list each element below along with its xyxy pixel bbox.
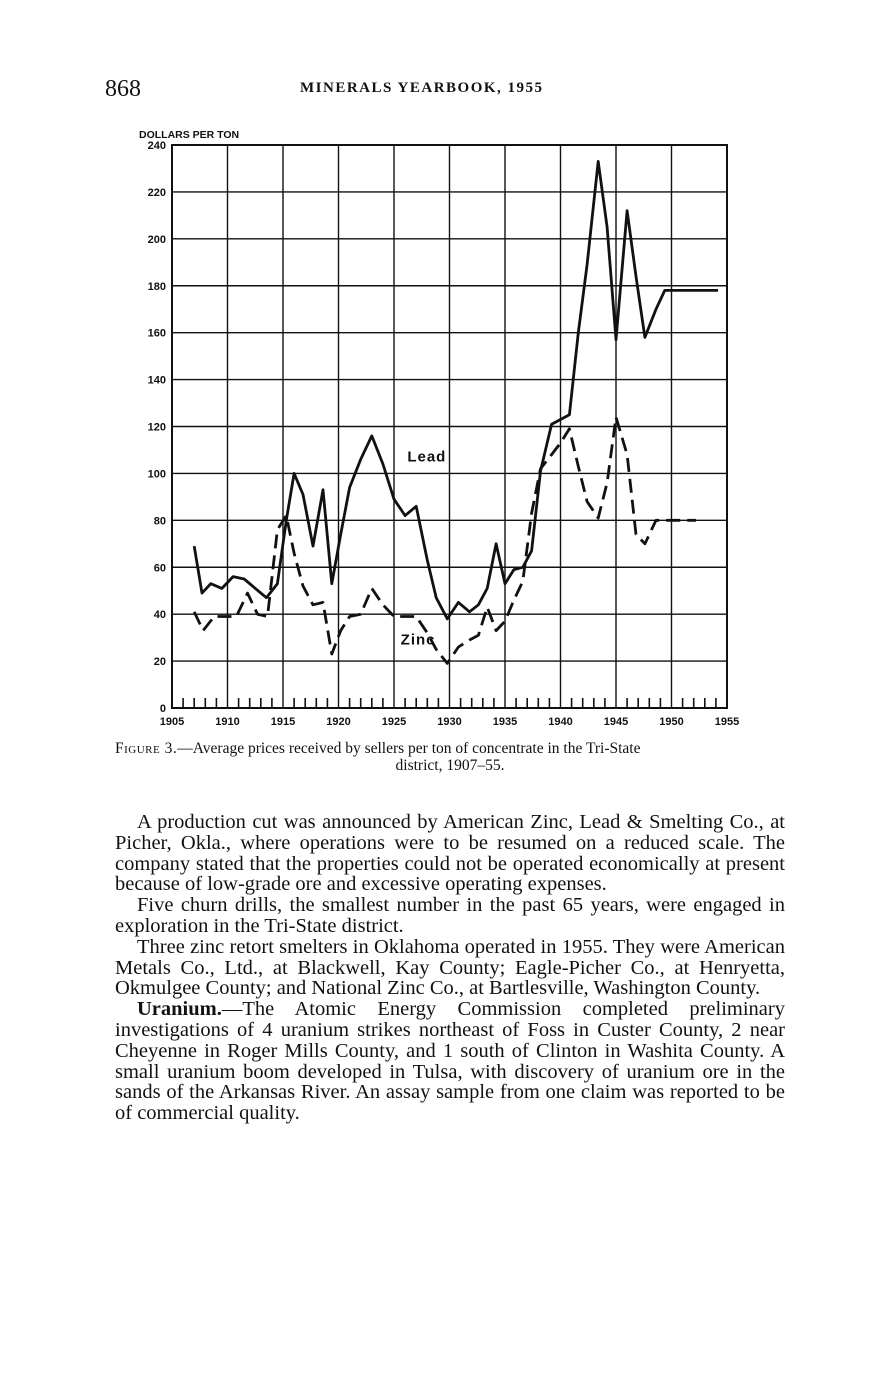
page-number: 868 xyxy=(105,76,141,102)
y-tick-label-0: 0 xyxy=(159,703,166,715)
chart-series xyxy=(194,161,718,663)
paragraph-smelters: Three zinc retort smelters in Oklahoma operated in 1955. They were American Metals Co., Ltd., at Blackwell, Kay County; Eagle-Picher Co., at Henryetta, Okmulgee County; and National Zinc Co., at Bartlesville, Washington County. xyxy=(115,935,785,1000)
annotation-lead: Lead xyxy=(407,448,447,466)
y-tick-label-180: 180 xyxy=(147,280,166,293)
figure-label: Figure 3. xyxy=(115,740,178,757)
uranium-run-head: Uranium. xyxy=(137,998,222,1021)
y-axis-title: DOLLARS PER TON xyxy=(139,129,240,141)
x-tick-label-1920: 1920 xyxy=(326,716,351,728)
x-tick-label-1930: 1930 xyxy=(437,716,462,728)
caption-text-line1: —Average prices received by sellers per ton of concentrate in the Tri-State xyxy=(177,740,641,757)
chart-labels xyxy=(139,129,739,728)
x-tick-label-1935: 1935 xyxy=(492,716,518,728)
y-tick-label-240: 240 xyxy=(147,140,166,152)
x-tick-label-1925: 1925 xyxy=(381,716,407,728)
paragraph-uranium xyxy=(115,999,785,1124)
y-tick-label-160: 160 xyxy=(147,327,166,340)
running-title: MINERALS YEARBOOK, 1955 xyxy=(300,80,544,96)
y-tick-label-80: 80 xyxy=(153,515,166,528)
figure-caption xyxy=(115,740,785,774)
x-tick-label-1915: 1915 xyxy=(270,716,296,728)
x-tick-label-1910: 1910 xyxy=(215,716,240,728)
y-tick-label-140: 140 xyxy=(147,374,166,387)
series-line-lead xyxy=(194,161,718,619)
paragraph-production-cut: A production cut was announced by American Zinc, Lead & Smelting Co., at Picher, Okla., where operations were to be resumed on a reduced scale. The company stated that the properties could not be operated economically at present because of low-grade ore and excessive operating expenses. xyxy=(115,811,785,896)
y-tick-label-120: 120 xyxy=(147,421,166,434)
x-tick-label-1945: 1945 xyxy=(603,716,629,728)
x-tick-label-1955: 1955 xyxy=(714,716,740,728)
chart-grid xyxy=(172,145,727,708)
paragraph-churn-drills: Five churn drills, the smallest number in the past 65 years, were engaged in exploration in the Tri-State district. xyxy=(115,894,785,937)
annotation-zinc: Zinc xyxy=(400,631,436,649)
y-tick-label-220: 220 xyxy=(147,186,166,199)
x-tick-label-1905: 1905 xyxy=(159,716,185,728)
y-tick-label-200: 200 xyxy=(147,233,166,246)
y-tick-label-20: 20 xyxy=(153,656,166,669)
uranium-text: —The Atomic Energy Commission completed preliminary investigations of 4 uranium strikes northeast of Foss in Custer County, 2 near Cheyenne in Roger Mills County, and 1 south of Clinton in Washita County. A small uranium boom developed in Tulsa, with discovery of uranium ore in the sands of the Arkansas River. An assay sample from one claim was reported to be of commercial quality. xyxy=(115,998,785,1125)
y-tick-label-40: 40 xyxy=(153,609,166,622)
y-tick-label-100: 100 xyxy=(147,468,166,481)
x-tick-label-1950: 1950 xyxy=(659,716,684,728)
caption-text-line2: district, 1907–55. xyxy=(395,757,505,774)
x-tick-label-1940: 1940 xyxy=(548,716,573,728)
y-tick-label-60: 60 xyxy=(153,562,166,575)
body-text xyxy=(115,812,785,1124)
